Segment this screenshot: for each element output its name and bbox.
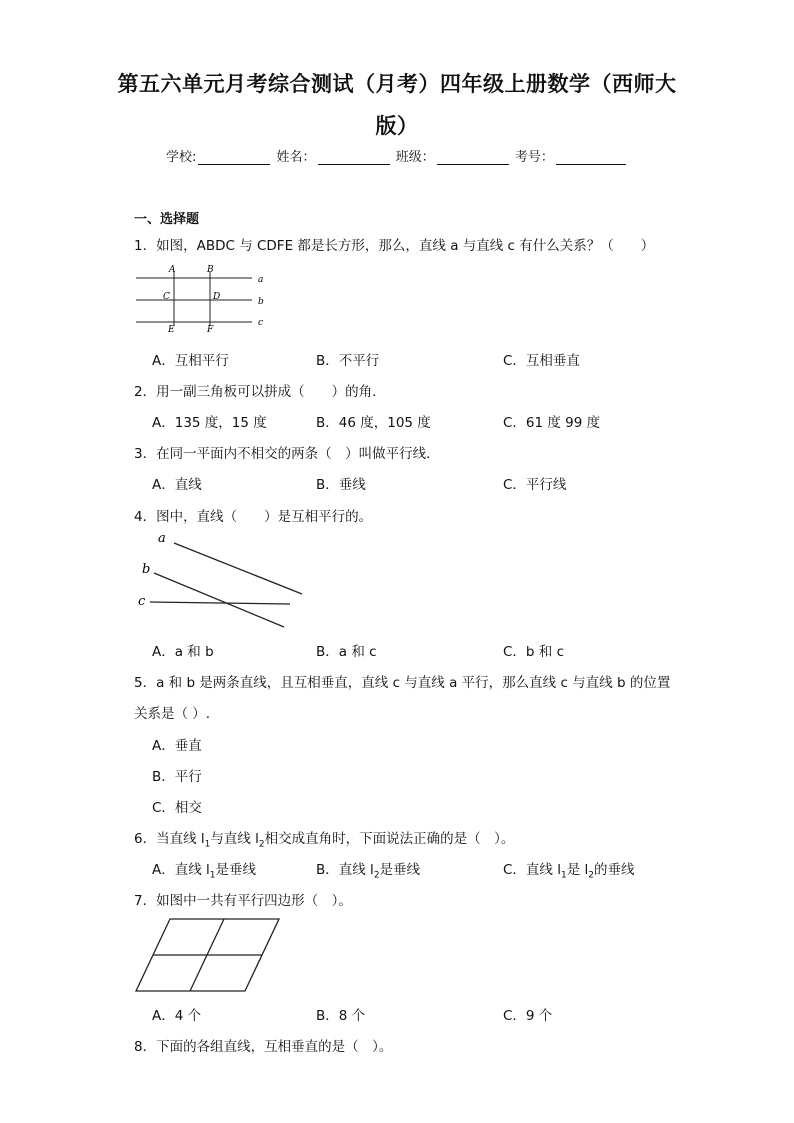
question-1-text: 1．如图，ABDC 与 CDFE 都是长方形，那么，直线 a 与直线 c 有什么关系？（ ） — [134, 238, 655, 254]
q6-opt-a-end: 是垂线 — [215, 862, 257, 878]
fig1-label-A: A — [169, 265, 176, 275]
q6-text-part: 6．当直线 l — [134, 831, 205, 847]
exam-no-label: 考号： — [514, 150, 554, 165]
q6-opt-c-end: 的垂线 — [593, 862, 635, 878]
q7-option-a[interactable]: A．4 个 — [152, 1008, 202, 1024]
q2-option-b[interactable]: B．46 度，105 度 — [316, 415, 431, 431]
question-4-text: 4．图中，直线（ ）是互相平行的。 — [134, 509, 373, 525]
q6-opt-c-text: C．直线 l — [503, 862, 561, 878]
q4-option-a[interactable]: A．a 和 b — [152, 644, 214, 660]
q6-opt-b-end: 是垂线 — [379, 862, 421, 878]
q6-text-part: 相交成直角时，下面说法正确的是（ ）。 — [264, 831, 515, 847]
q6-opt-a-sub: 1 — [209, 870, 216, 881]
q1-option-b[interactable]: B．不平行 — [316, 353, 380, 369]
q7-option-c[interactable]: C．9 个 — [503, 1008, 553, 1024]
question-1-figure — [134, 262, 274, 334]
question-6-text — [134, 827, 514, 850]
q4-option-b[interactable]: B．a 和 c — [316, 644, 377, 660]
question-5-text-line2: 关系是（ ）. — [134, 706, 211, 722]
q2-option-a[interactable]: A．135 度，15 度 — [152, 415, 267, 431]
q1-option-c[interactable]: C．互相垂直 — [503, 353, 580, 369]
q3-option-a[interactable]: A．直线 — [152, 477, 202, 493]
q6-opt-c-sub2: 2 — [588, 870, 594, 881]
fig4-label-b: b — [142, 562, 151, 577]
school-field[interactable] — [198, 150, 270, 165]
q5-option-c[interactable]: C．相交 — [152, 800, 202, 816]
fig1-label-B: B — [207, 265, 214, 275]
school-label: 学校: — [166, 150, 197, 165]
q3-option-c[interactable]: C．平行线 — [503, 477, 567, 493]
class-field[interactable] — [437, 150, 509, 165]
q4-option-c[interactable]: C．b 和 c — [503, 644, 565, 660]
question-2-text: 2．用一副三角板可以拼成（ ）的角． — [134, 384, 386, 400]
q6-opt-c-sub: 1 — [560, 870, 567, 881]
q6-opt-a-text: A．直线 l — [152, 862, 210, 878]
question-5-text-line1: 5．a 和 b 是两条直线，且互相垂直，直线 c 与直线 a 平行，那么直线 c 与直线 b 的位置 — [134, 675, 671, 691]
question-8-text: 8．下面的各组直线，互相垂直的是（ ）。 — [134, 1039, 393, 1055]
page-title-line1: 第五六单元月考综合测试（月考）四年级上册数学（西师大 — [117, 72, 677, 96]
fig1-label-D: D — [213, 292, 221, 302]
q1-option-a[interactable]: A．互相平行 — [152, 353, 229, 369]
student-info — [166, 146, 628, 165]
question-4-figure — [134, 530, 309, 630]
class-label: 班级： — [395, 150, 435, 165]
fig1-label-c: c — [258, 318, 264, 328]
page-title-line2: 版） — [375, 114, 419, 138]
q3-option-b[interactable]: B．垂线 — [316, 477, 366, 493]
fig1-label-C: C — [163, 292, 170, 302]
q6-text-part: 与直线 l — [210, 831, 259, 847]
section-heading: 一、选择题 — [134, 212, 200, 227]
q6-option-a[interactable] — [152, 858, 256, 881]
exam-no-field[interactable] — [556, 150, 626, 165]
fig1-label-b: b — [258, 297, 264, 307]
q6-opt-c-mid: 是 l — [566, 862, 589, 878]
name-label: 姓名： — [276, 150, 316, 165]
q6-opt-b-text: B．直线 l — [316, 862, 374, 878]
q2-option-c[interactable]: C．61 度 99 度 — [503, 415, 601, 431]
question-3-text: 3．在同一平面内不相交的两条（ ）叫做平行线． — [134, 446, 440, 462]
q6-subscript: 2 — [258, 839, 265, 850]
fig1-label-F: F — [207, 325, 214, 334]
q7-option-b[interactable]: B．8 个 — [316, 1008, 366, 1024]
q6-option-c[interactable] — [503, 858, 634, 881]
name-field[interactable] — [318, 150, 390, 165]
question-7-text: 7．如图中一共有平行四边形（ ）。 — [134, 893, 352, 909]
fig1-label-a: a — [258, 275, 264, 285]
fig4-label-c: c — [138, 594, 146, 609]
fig1-label-E: E — [168, 325, 175, 334]
q6-subscript: 1 — [204, 839, 211, 850]
q5-option-b[interactable]: B．平行 — [152, 769, 202, 785]
q6-option-b[interactable] — [316, 858, 420, 881]
q5-option-a[interactable]: A．垂直 — [152, 738, 202, 754]
question-7-figure — [134, 916, 284, 996]
fig4-label-a: a — [158, 531, 166, 546]
q6-opt-b-sub: 2 — [373, 870, 380, 881]
